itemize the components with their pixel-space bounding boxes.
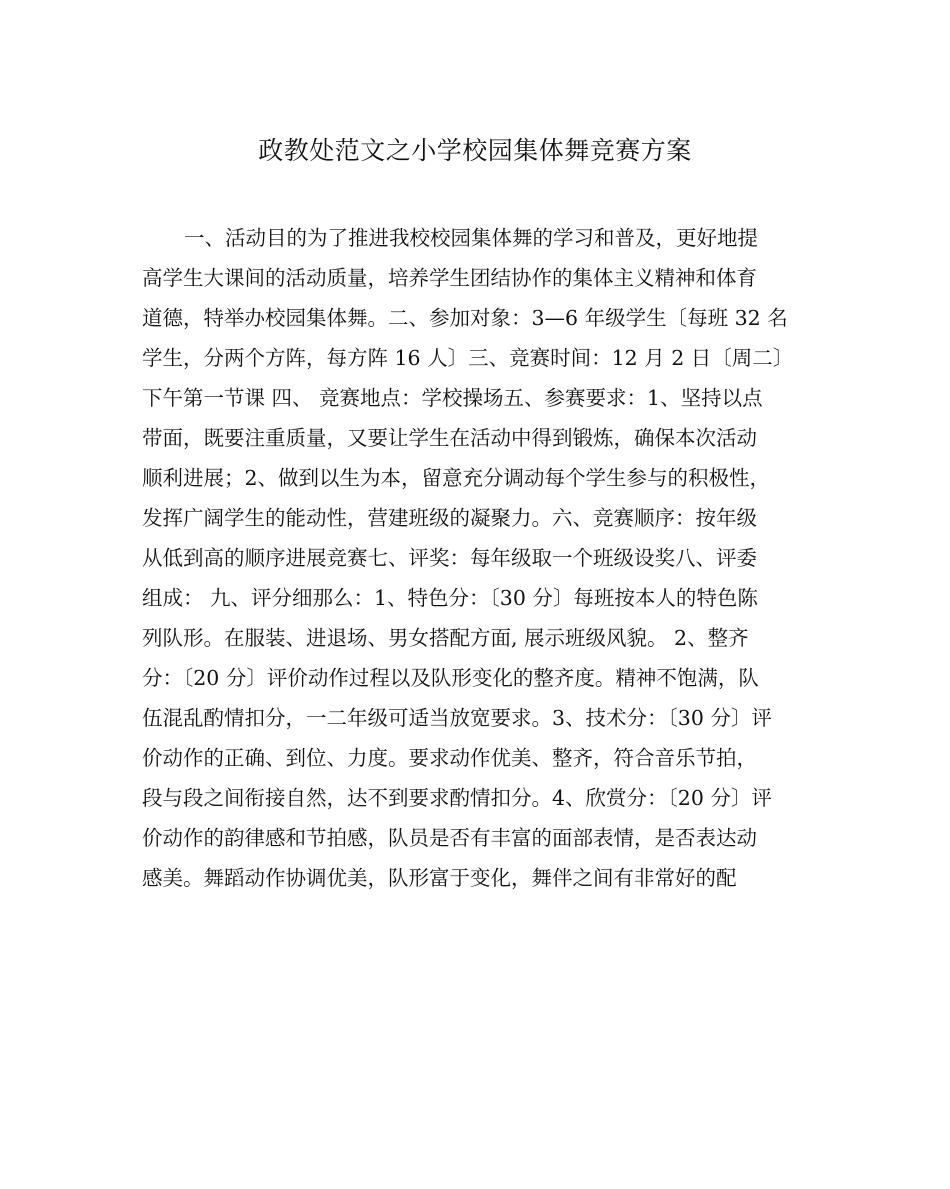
body-line: 顺利进展；2、做到以生为本，留意充分调动每个学生参与的积极性， xyxy=(142,466,771,490)
body-line: 组成： 九、评分细那么：1、特色分：〔30 分〕每班按本人的特色陈 xyxy=(142,586,758,610)
body-line: 发挥广阔学生的能动性，营建班级的凝聚力。六、竞赛顺序：按年级 xyxy=(142,506,757,530)
body-line: 学生，分两个方阵，每方阵 16 人〕三、竞赛时间：12 月 2 日〔周二〕 xyxy=(142,346,794,370)
body-line: 一、活动目的为了推进我校校园集体舞的学习和普及，更好地提 xyxy=(184,226,758,250)
body-line: 下午第一节课 四、 竞赛地点：学校操场五、参赛要求：1、坚持以点 xyxy=(142,386,763,410)
body-line: 价动作的正确、到位、力度。要求动作优美、整齐，符合音乐节拍， xyxy=(142,746,757,770)
body-line: 段与段之间衔接自然，达不到要求酌情扣分。4、欣赏分：〔20 分〕评 xyxy=(142,786,772,810)
body-line: 感美。舞蹈动作协调优美，队形富于变化，舞伴之间有非常好的配 xyxy=(142,866,737,890)
document-body xyxy=(142,218,822,898)
body-line: 高学生大课间的活动质量，培养学生团结协作的集体主义精神和体育 xyxy=(142,266,757,290)
body-line: 道德，特举办校园集体舞。二、参加对象：3—6 年级学生〔每班 32 名 xyxy=(142,306,788,330)
body-line: 带面，既要注重质量，又要让学生在活动中得到锻炼，确保本次活动 xyxy=(142,426,757,450)
body-line: 从低到高的顺序进展竞赛七、评奖：每年级取一个班级设奖八、评委 xyxy=(142,546,757,570)
body-line: 列队形。在服装、进退场、男女搭配方面, 展示班级风貌。 2、整齐 xyxy=(142,626,749,650)
document-title: 政教处范文之小学校园集体舞竞赛方案 xyxy=(258,136,692,165)
body-line: 伍混乱酌情扣分，一二年级可适当放宽要求。3、技术分：〔30 分〕评 xyxy=(142,706,772,730)
body-line: 分：〔20 分〕评价动作过程以及队形变化的整齐度。精神不饱满，队 xyxy=(142,666,759,690)
body-line: 价动作的韵律感和节拍感，队员是否有丰富的面部表情，是否表达动 xyxy=(142,826,757,850)
